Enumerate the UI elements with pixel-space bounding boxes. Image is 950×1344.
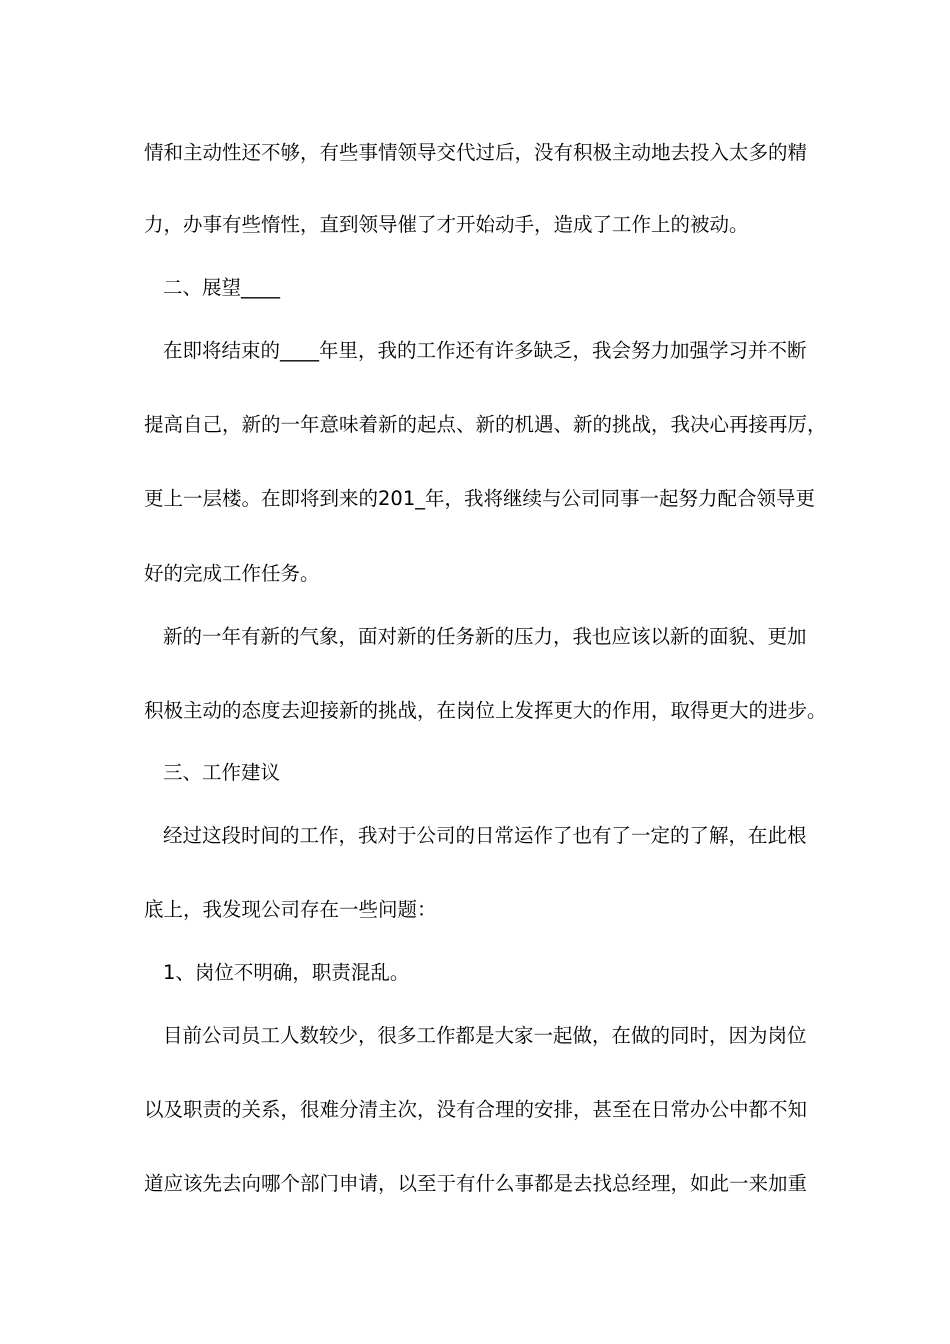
list-heading: 1、岗位不明确，职责混乱。 xyxy=(163,961,410,984)
paragraph-start: 在即将结束的____年里，我的工作还有许多缺乏，我会努力加强学习并不断 xyxy=(163,339,807,362)
body-text-line: 情和主动性还不够，有些事情领导交代过后，没有积极主动地去投入太多的精 xyxy=(144,141,808,164)
body-text-line: 底上，我发现公司存在一些问题： xyxy=(144,898,437,921)
body-text-line: 积极主动的态度去迎接新的挑战，在岗位上发挥更大的作用，取得更大的进步。 xyxy=(144,699,827,722)
section-heading: 二、展望____ xyxy=(163,276,281,299)
section-heading: 三、工作建议 xyxy=(163,761,281,784)
paragraph-start: 新的一年有新的气象，面对新的任务新的压力，我也应该以新的面貌、更加 xyxy=(163,625,807,648)
body-text-line: 以及职责的关系，很难分清主次，没有合理的安排，甚至在日常办公中都不知 xyxy=(144,1098,808,1121)
body-text-line: 道应该先去向哪个部门申请，以至于有什么事都是去找总经理，如此一来加重 xyxy=(144,1172,808,1195)
body-text-line: 更上一层楼。在即将到来的201_年，我将继续与公司同事一起努力配合领导更 xyxy=(144,487,815,510)
body-text-line: 好的完成工作任务。 xyxy=(144,562,320,585)
body-text-line: 力，办事有些惰性，直到领导催了才开始动手，造成了工作上的被动。 xyxy=(144,213,749,236)
paragraph-start: 目前公司员工人数较少，很多工作都是大家一起做，在做的同时，因为岗位 xyxy=(163,1024,807,1047)
body-text-line: 提高自己，新的一年意味着新的起点、新的机遇、新的挑战，我决心再接再厉， xyxy=(144,413,827,436)
paragraph-start: 经过这段时间的工作，我对于公司的日常运作了也有了一定的了解，在此根 xyxy=(163,824,807,847)
